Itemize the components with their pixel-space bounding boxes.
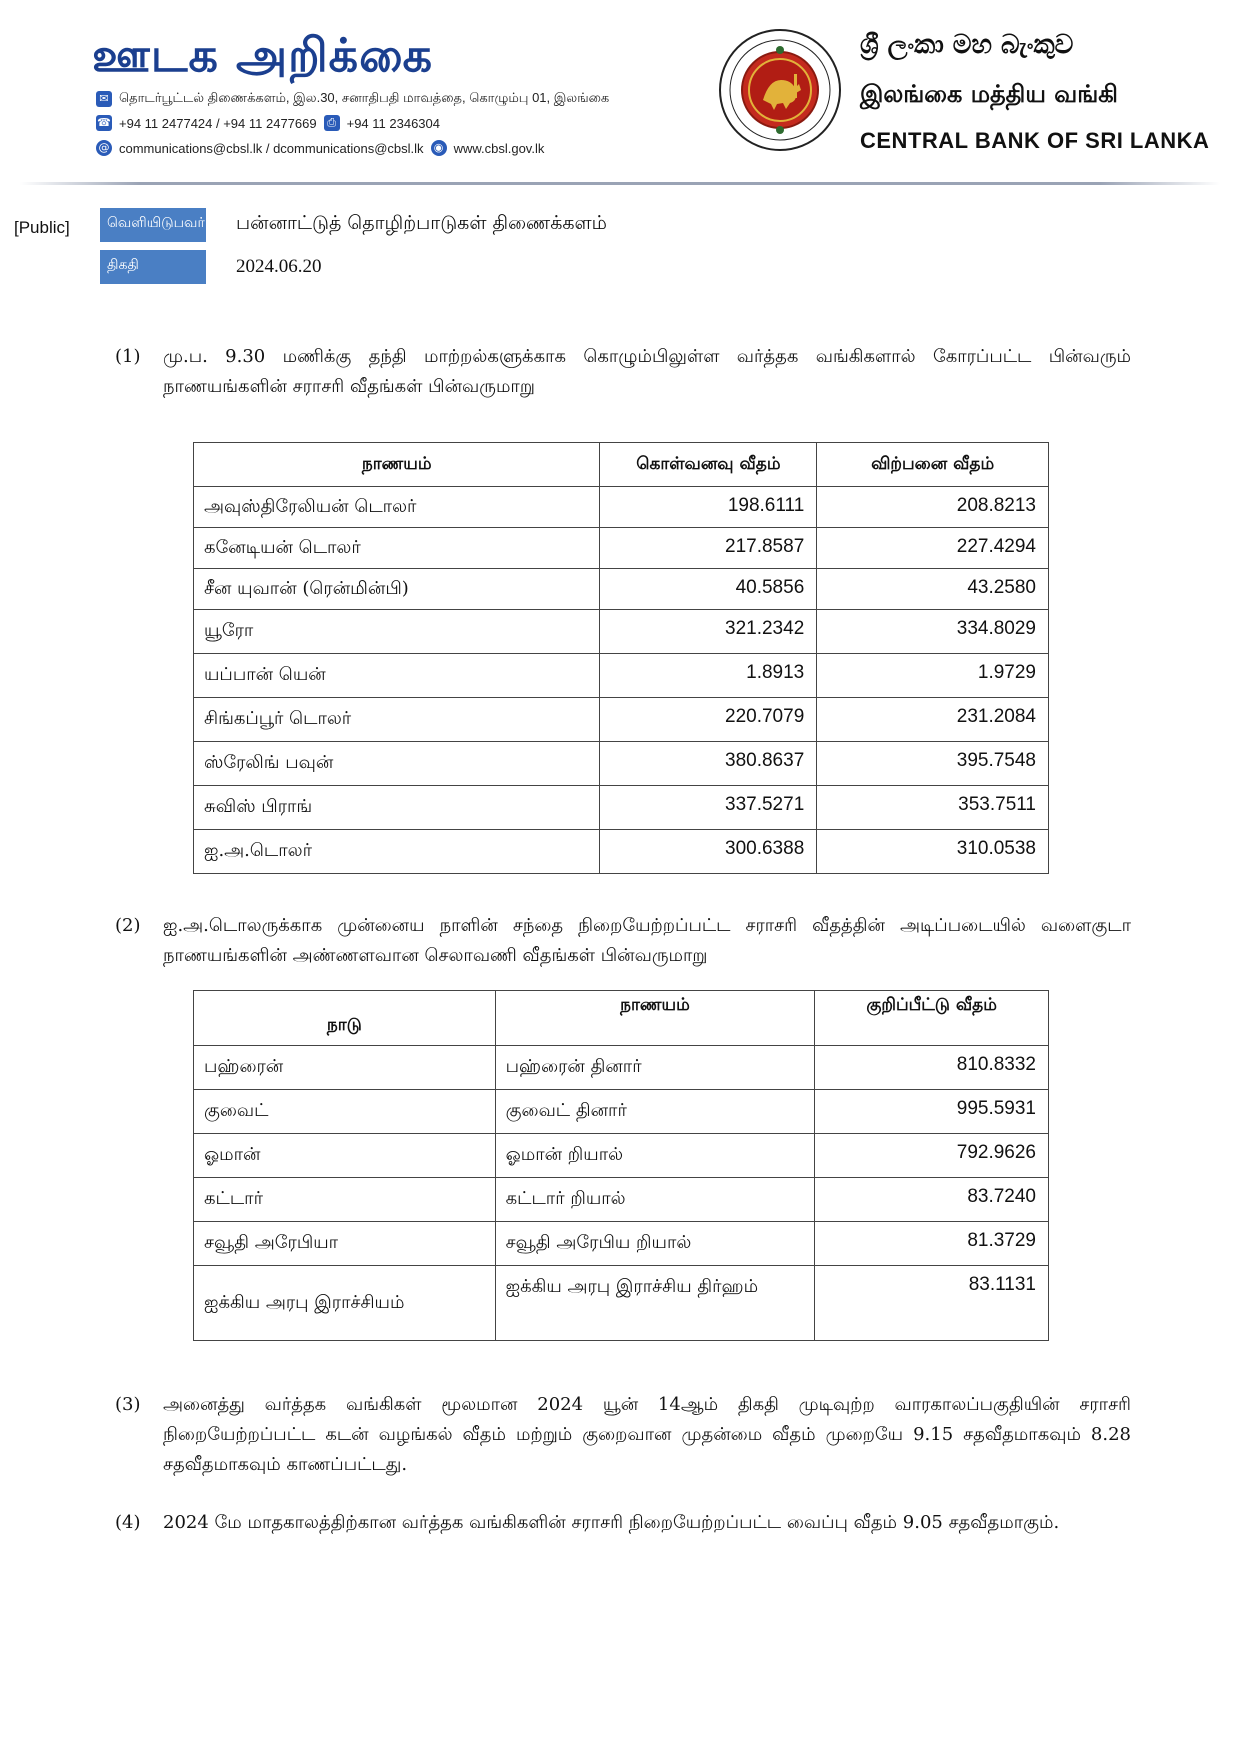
address-text: தொடர்பூட்டல் திணைக்களம், இல.30, சனாதிபதி மாவத்தை, கொழும்பு 01, இலங்கை [119, 90, 610, 105]
selling-rate: 310.0538 [817, 830, 1049, 874]
section-number: (4) [115, 1512, 141, 1533]
bank-name-english: CENTRAL BANK OF SRI LANKA [860, 128, 1210, 153]
mail-icon: ✉ [96, 91, 112, 107]
table-row [194, 1046, 1049, 1090]
buying-rate: 300.6388 [600, 830, 817, 874]
currency-name: சவூதி அரேபிய றியால் [495, 1222, 815, 1266]
issuer-label: வெளியிடுபவர் [100, 208, 206, 242]
selling-rate: 43.2580 [817, 569, 1049, 610]
country-name: ஐக்கிய அரபு இராச்சியம் [194, 1266, 496, 1341]
email-addresses: communications@cbsl.lk / dcommunications@cbsl.lk [119, 140, 424, 156]
section-2 [115, 911, 1131, 971]
table-row [194, 610, 1049, 654]
globe-icon: ◉ [431, 140, 447, 156]
section-number: (3) [115, 1394, 141, 1415]
email-web-line [96, 140, 544, 156]
table-header-row [194, 443, 1049, 487]
currency-name: குவைட் தினார் [495, 1090, 815, 1134]
section-number: (1) [115, 346, 141, 367]
header-divider [20, 182, 1220, 185]
buying-rate: 321.2342 [600, 610, 817, 654]
website-link[interactable]: www.cbsl.gov.lk [453, 140, 545, 156]
buying-rate: 337.5271 [600, 786, 817, 830]
phone-numbers: +94 11 2477424 / +94 11 2477669 [119, 115, 317, 131]
fax-icon: ⎙ [324, 115, 340, 131]
buying-rate: 217.8587 [600, 528, 817, 569]
table-header-row [194, 991, 1049, 1046]
currency-name: சிங்கப்பூர் டொலர் [194, 698, 600, 742]
country-name: ஓமான் [194, 1134, 496, 1178]
buying-rate: 220.7079 [600, 698, 817, 742]
selling-rate: 231.2084 [817, 698, 1049, 742]
indicative-rate: 995.5931 [815, 1090, 1049, 1134]
address-line [96, 90, 609, 107]
selling-rate: 208.8213 [817, 487, 1049, 528]
col-buying-rate: கொள்வனவு வீதம் [600, 443, 817, 487]
section-text: 2024 மே மாதகாலத்திற்கான வர்த்தக வங்கிகளின் சராசரி நிறையேற்றப்பட்ட வைப்பு வீதம் 9.05 சதவீதமாகும். [163, 1512, 1060, 1533]
currency-name: கனேடியன் டொலர் [194, 528, 600, 569]
col-country: நாடு [194, 991, 496, 1046]
currency-name: ஐ.அ.டொலர் [194, 830, 600, 874]
table-row [194, 528, 1049, 569]
table-row [194, 1178, 1049, 1222]
col-currency: நாணயம் [495, 991, 815, 1046]
table-row [194, 1134, 1049, 1178]
table-row [194, 1222, 1049, 1266]
col-currency: நாணயம் [194, 443, 600, 487]
currency-name: ஸ்ரேலிங் பவுன் [194, 742, 600, 786]
currency-name: ஓமான் றியால் [495, 1134, 815, 1178]
table-row [194, 569, 1049, 610]
col-selling-rate: விற்பனை வீதம் [817, 443, 1049, 487]
table-row [194, 487, 1049, 528]
gulf-currency-table [193, 990, 1049, 1341]
currency-name: அவுஸ்திரேலியன் டொலர் [194, 487, 600, 528]
section-text: அனைத்து வர்த்தக வங்கிகள் மூலமான 2024 யூன் 14ஆம் திகதி முடிவுற்ற வாரகாலப்பகுதியின் சராசரி நிறையேற்றப்பட்ட கடன் வழங்கல் வீதம் மற்றும் குறைவான முதன்மை வீதம் முறையே 9.15 சதவீதமாகவும் 8.28 சதவீதமாகவும் காணப்பட்டது. [163, 1394, 1131, 1475]
buying-rate: 380.8637 [600, 742, 817, 786]
section-1 [115, 342, 1131, 402]
date-label: திகதி [100, 250, 206, 284]
exchange-rates-table [193, 442, 1049, 874]
currency-name: கட்டார் றியால் [495, 1178, 815, 1222]
buying-rate: 198.6111 [600, 487, 817, 528]
fax-number: +94 11 2346304 [346, 115, 440, 131]
phone-icon: ☎ [97, 116, 111, 129]
table-row [194, 786, 1049, 830]
currency-name: சீன யுவான் (ரென்மின்பி) [194, 569, 600, 610]
buying-rate: 1.8913 [600, 654, 817, 698]
date-value: 2024.06.20 [236, 256, 322, 277]
section-4 [115, 1508, 1131, 1538]
phone-line [96, 115, 440, 131]
indicative-rate: 83.1131 [815, 1266, 1049, 1341]
currency-name: யப்பான் யென் [194, 654, 600, 698]
table-row [194, 1090, 1049, 1134]
media-release-title: ஊடக அறிக்கை [92, 28, 434, 82]
selling-rate: 395.7548 [817, 742, 1049, 786]
indicative-rate: 83.7240 [815, 1178, 1049, 1222]
table-row [194, 742, 1049, 786]
buying-rate: 40.5856 [600, 569, 817, 610]
country-name: பஹ்ரைன் [194, 1046, 496, 1090]
currency-name: ஐக்கிய அரபு இராச்சிய திர்ஹம் [495, 1266, 815, 1341]
central-bank-seal-icon [718, 28, 842, 152]
bank-name-sinhala: ශ්‍රී ලංකා මහ බැංකුව [860, 30, 1074, 60]
currency-name: சுவிஸ் பிராங் [194, 786, 600, 830]
bank-name-tamil: இலங்கை மத்திய வங்கி [860, 80, 1118, 108]
selling-rate: 1.9729 [817, 654, 1049, 698]
table-row [194, 698, 1049, 742]
table-row [194, 1266, 1049, 1341]
selling-rate: 334.8029 [817, 610, 1049, 654]
section-text: மு.ப. 9.30 மணிக்கு தந்தி மாற்றல்களுக்காக கொழும்பிலுள்ள வர்த்தக வங்கிகளால் கோரப்பட்ட பின்வரும் நாணயங்களின் சராசரி வீதங்கள் பின்வருமாறு [163, 346, 1131, 397]
col-indicative-rate: குறிப்பீட்டு வீதம் [815, 991, 1049, 1046]
section-number: (2) [115, 915, 141, 936]
country-name: சவூதி அரேபியா [194, 1222, 496, 1266]
currency-name: யூரோ [194, 610, 600, 654]
section-text: ஐ.அ.டொலருக்காக முன்னைய நாளின் சந்தை நிறையேற்றப்பட்ட சராசரி வீதத்தின் அடிப்படையில் வளைகுடா நாணயங்களின் அண்ணளவான செலாவணி வீதங்கள் பின்வருமாறு [163, 915, 1131, 966]
at-icon: @ [96, 140, 112, 156]
classification-tag: [Public] [14, 218, 70, 237]
selling-rate: 227.4294 [817, 528, 1049, 569]
table-row [194, 830, 1049, 874]
currency-name: பஹ்ரைன் தினார் [495, 1046, 815, 1090]
country-name: கட்டார் [194, 1178, 496, 1222]
table-row [194, 654, 1049, 698]
section-3 [115, 1390, 1131, 1480]
country-name: குவைட் [194, 1090, 496, 1134]
issuer-value: பன்னாட்டுத் தொழிற்பாடுகள் திணைக்களம் [236, 212, 607, 234]
selling-rate: 353.7511 [817, 786, 1049, 830]
indicative-rate: 81.3729 [815, 1222, 1049, 1266]
indicative-rate: 792.9626 [815, 1134, 1049, 1178]
indicative-rate: 810.8332 [815, 1046, 1049, 1090]
